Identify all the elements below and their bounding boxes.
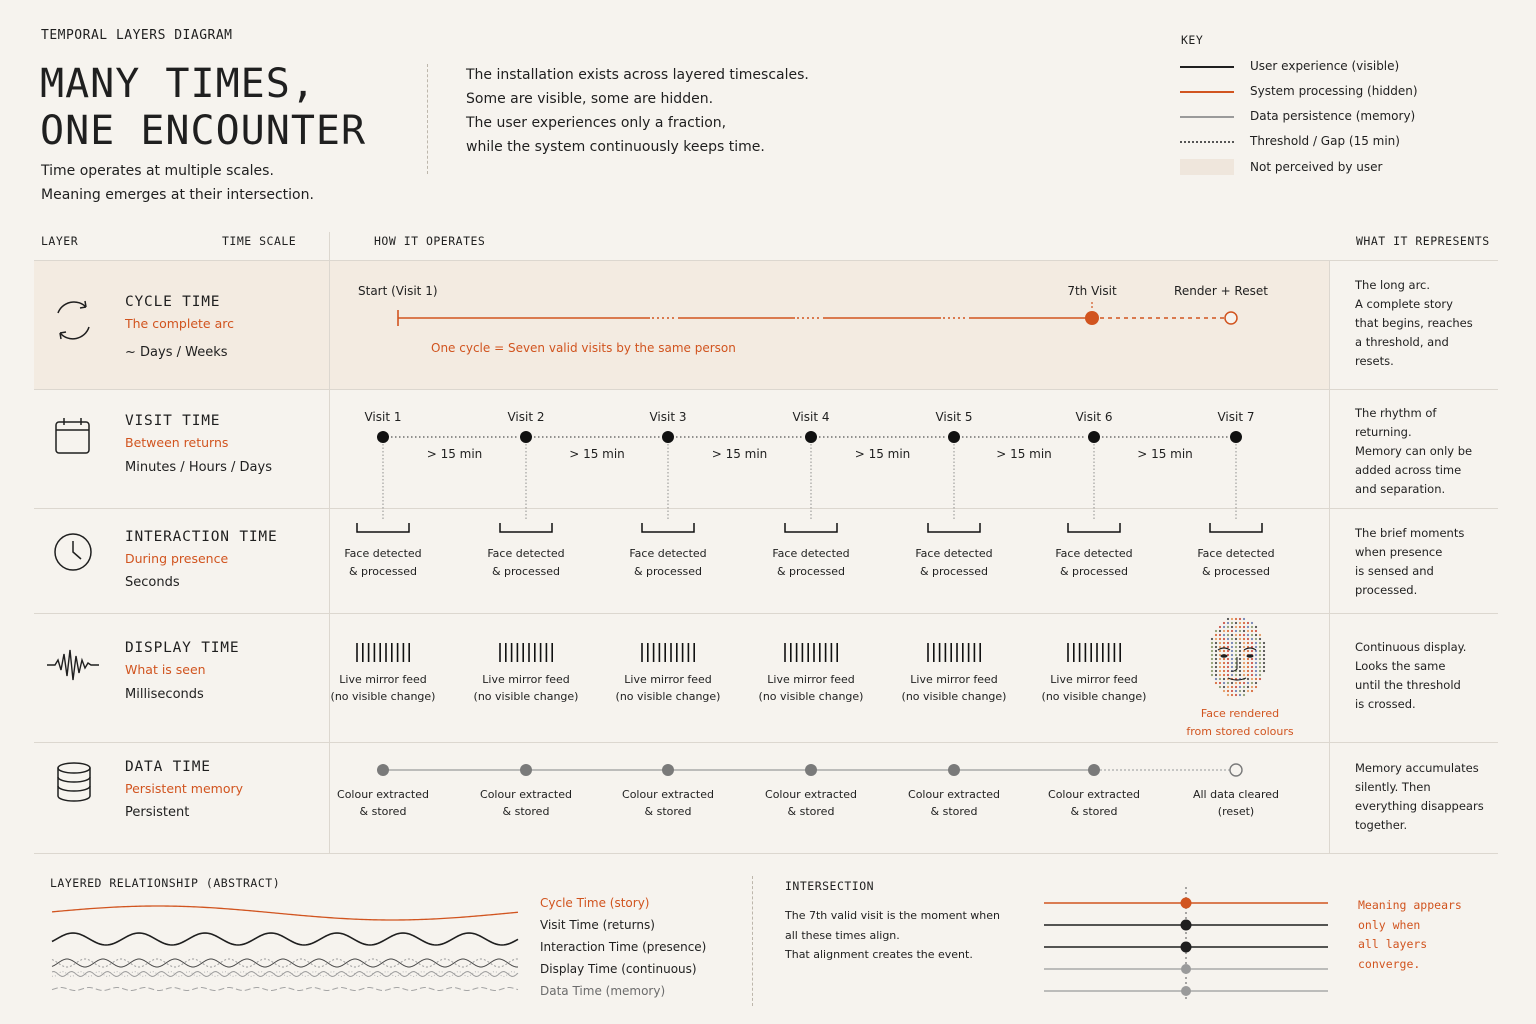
data-label-2: & stored [644,805,692,818]
interaction-label-2: & processed [919,565,989,578]
layer-scale-interaction: Seconds [125,575,180,590]
represents-line: is crossed. [1355,697,1416,711]
intersection-text [785,906,1000,965]
data-node [520,764,532,776]
represents-line: Looks the same [1355,659,1446,673]
data-wave [52,988,518,991]
interaction-bracket [642,523,694,532]
face-rendered-label [1186,705,1293,741]
display-label-1: Live mirror feed [1050,673,1138,686]
interaction-label-2: & processed [491,565,561,578]
represents-line: A complete story [1355,297,1453,311]
interaction-label-1: Face detected [1197,547,1275,560]
relationship-label: Cycle Time (story) [540,896,650,910]
key-label: System processing (hidden) [1250,84,1418,98]
relationship-title: LAYERED RELATIONSHIP (ABSTRACT) [50,876,281,890]
display-label-2: (no visible change) [330,690,436,703]
represents-line: Memory can only be [1355,444,1473,458]
key-label: Data persistence (memory) [1250,109,1416,123]
interaction-bracket [928,523,980,532]
represents-line: Continuous display. [1355,640,1467,654]
face-rendered-line: Face rendered [1200,707,1280,720]
visit-label: Visit 7 [1217,410,1255,424]
data-cleared-node [1230,764,1242,776]
data-clear-label-1: All data cleared [1192,788,1280,801]
represents-line: a threshold, and [1355,335,1449,349]
layer-name-visit: VISIT TIME [125,413,221,429]
layer-name-display: DISPLAY TIME [125,640,240,656]
data-node [662,764,674,776]
interaction-bracket [500,523,552,532]
intro-line: Some are visible, some are hidden. [466,91,714,107]
data-label-2: & stored [1070,805,1118,818]
intro-line: while the system continuously keeps time. [466,139,765,155]
represents-line: returning. [1355,425,1412,439]
visit-gap-label: > 15 min [426,447,483,461]
visit-gap-label: > 15 min [996,447,1052,461]
layer-scale-visit: Minutes / Hours / Days [125,460,272,475]
key-label: User experience (visible) [1250,59,1400,73]
interaction-label-1: Face detected [487,547,565,560]
visit-gap-label: > 15 min [854,447,911,461]
display-label-1: Live mirror feed [910,673,998,686]
intersection-node-cycle [1181,898,1192,909]
layer-sub-interaction: During presence [125,551,229,566]
cycle-seventh-label: 7th Visit [1067,284,1117,298]
intersection-node-interaction [1181,942,1192,953]
represents-line: The brief moments [1355,526,1465,540]
represents-line: when presence [1355,545,1443,559]
visit-node [662,431,674,443]
data-label-1: Colour extracted [765,788,857,801]
data-label-2: & stored [502,805,550,818]
intersection-line: That alignment creates the event. [785,948,973,961]
layer-name-data: DATA TIME [125,759,211,775]
page-title-line1: MANY TIMES, [40,61,316,107]
represents-line: is sensed and [1355,564,1434,578]
interaction-label-2: & processed [776,565,846,578]
display-label-2: (no visible change) [758,690,864,703]
cycle-wave [52,906,518,920]
interaction-label-1: Face detected [772,547,850,560]
data-label-2: & stored [787,805,835,818]
visit-label: Visit 1 [364,410,402,424]
visit-gap-label: > 15 min [711,447,768,461]
interaction-label-1: Face detected [344,547,422,560]
intersection-line: all these times align. [785,928,900,942]
represents-line: processed. [1355,583,1418,597]
interaction-wave-dotted [52,959,518,967]
display-frame-bars [928,643,980,662]
represents-line: Memory accumulates [1355,761,1479,775]
data-label-1: Colour extracted [337,788,429,801]
visit-node [520,431,532,443]
visit-gap-label: > 15 min [1137,447,1193,461]
face-render-icon [1204,615,1270,703]
relationship-waves [40,895,530,1005]
bottom-divider [752,876,753,1006]
intersection-title: INTERSECTION [785,879,875,893]
interaction-wave [52,959,518,967]
page-title-line2: ONE ENCOUNTER [40,108,367,154]
col-header-layer: LAYER [41,234,79,248]
cycle-start-label: Start (Visit 1) [358,284,438,298]
subtitle-line2: Meaning emerges at their intersection. [41,187,314,203]
data-label-2: & stored [359,805,407,818]
display-frame-bars [357,643,409,662]
intersection-line: The 7th valid visit is the moment when [785,909,1000,922]
visit-gap-label: > 15 min [569,447,625,461]
relationship-label: Display Time (continuous) [540,962,697,976]
layer-name-interaction: INTERACTION TIME [125,529,278,545]
display-label-2: (no visible change) [615,690,721,703]
interaction-bracket [357,523,409,532]
interaction-bracket [785,523,837,532]
intersection-graphic [1040,885,1335,1005]
data-label-1: Colour extracted [622,788,714,801]
represents-line: and separation. [1355,482,1446,496]
data-node [1088,764,1100,776]
represents-line: silently. Then [1355,780,1431,794]
data-label-1: Colour extracted [480,788,572,801]
layer-scale-data: Persistent [125,805,190,820]
meaning-text [1358,896,1462,975]
data-label-1: Colour extracted [1048,788,1140,801]
represents-line: added across time [1355,463,1462,477]
key-title: KEY [1181,33,1204,47]
display-label-2: (no visible change) [901,690,1007,703]
layer-scale-display: Milliseconds [125,687,204,702]
display-frame-bars [1068,643,1120,662]
visit-label: Visit 3 [649,410,687,424]
intersection-node-visit [1181,920,1192,931]
data-label-2: & stored [930,805,978,818]
visit-label: Visit 4 [792,410,830,424]
interaction-label-2: & processed [1059,565,1129,578]
visit-label: Visit 5 [935,410,973,424]
subtitle-line1: Time operates at multiple scales. [41,163,274,179]
interaction-bracket [1068,523,1120,532]
relationship-label: Interaction Time (presence) [540,940,707,954]
display-label-1: Live mirror feed [767,673,855,686]
intersection-node-data [1181,986,1191,996]
meaning-line: Meaning appears [1358,898,1462,912]
face-rendered-line: from stored colours [1186,725,1294,738]
relationship-label: Data Time (memory) [540,984,666,998]
intersection-node-display [1181,964,1191,974]
interaction-label-2: & processed [1201,565,1271,578]
data-node [377,764,389,776]
interaction-label-2: & processed [633,565,703,578]
layer-sub-cycle: The complete arc [125,316,234,331]
col-header-what: WHAT IT REPRESENTS [1356,234,1490,248]
relationship-label: Visit Time (returns) [540,918,655,932]
layer-name-cycle: CYCLE TIME [125,294,221,310]
visit-label: Visit 6 [1075,410,1113,424]
visit-node [1230,431,1242,443]
interaction-label-1: Face detected [629,547,707,560]
data-node [948,764,960,776]
display-frame-bars [785,643,837,662]
interaction-bracket [1210,523,1262,532]
intro-line: The installation exists across layered timescales. [466,67,809,83]
display-label-1: Live mirror feed [482,673,570,686]
display-label-2: (no visible change) [473,690,579,703]
layer-scale-cycle: ~ Days / Weeks [125,345,228,360]
data-node [805,764,817,776]
represents-line: together. [1355,818,1408,832]
represents-line: everything disappears [1355,799,1484,813]
layer-sub-display: What is seen [125,662,206,677]
represents-line: The long arc. [1355,278,1431,292]
interaction-label-1: Face detected [1055,547,1133,560]
visit-node [948,431,960,443]
col-header-how: HOW IT OPERATES [374,234,486,248]
layer-sub-visit: Between returns [125,435,229,450]
display-frame-bars [500,643,552,662]
meaning-line: all layers [1358,937,1428,952]
display-frame-bars [642,643,694,662]
visit-node [377,431,389,443]
meaning-line: converge. [1358,957,1421,972]
data-label-1: Colour extracted [908,788,1000,801]
represents-line: The rhythm of [1355,406,1437,420]
visit-label: Visit 2 [507,410,545,424]
display-label-1: Live mirror feed [624,673,712,686]
interaction-label-2: & processed [348,565,418,578]
layer-sub-data: Persistent memory [125,781,244,796]
display-label-2: (no visible change) [1041,690,1147,703]
cycle-render-label: Render + Reset [1174,284,1268,298]
represents-line: until the threshold [1355,678,1461,692]
interaction-label-1: Face detected [915,547,993,560]
represents-line: that begins, reaches [1355,316,1473,330]
key-label: Not perceived by user [1250,160,1383,174]
diagram-kicker: TEMPORAL LAYERS DIAGRAM [41,28,233,43]
meaning-line: only when [1358,917,1421,932]
display-label-1: Live mirror feed [339,673,427,686]
visit-wave [52,933,518,945]
visit-node [1088,431,1100,443]
col-header-time-scale: TIME SCALE [222,234,297,248]
visit-node [805,431,817,443]
intro-line: The user experiences only a fraction, [466,115,727,131]
data-clear-label-2: (reset) [1217,805,1255,818]
represents-line: resets. [1355,354,1394,368]
display-wave [52,972,518,977]
key-label: Threshold / Gap (15 min) [1250,134,1400,148]
cycle-note: One cycle = Seven valid visits by the same person [431,341,736,355]
